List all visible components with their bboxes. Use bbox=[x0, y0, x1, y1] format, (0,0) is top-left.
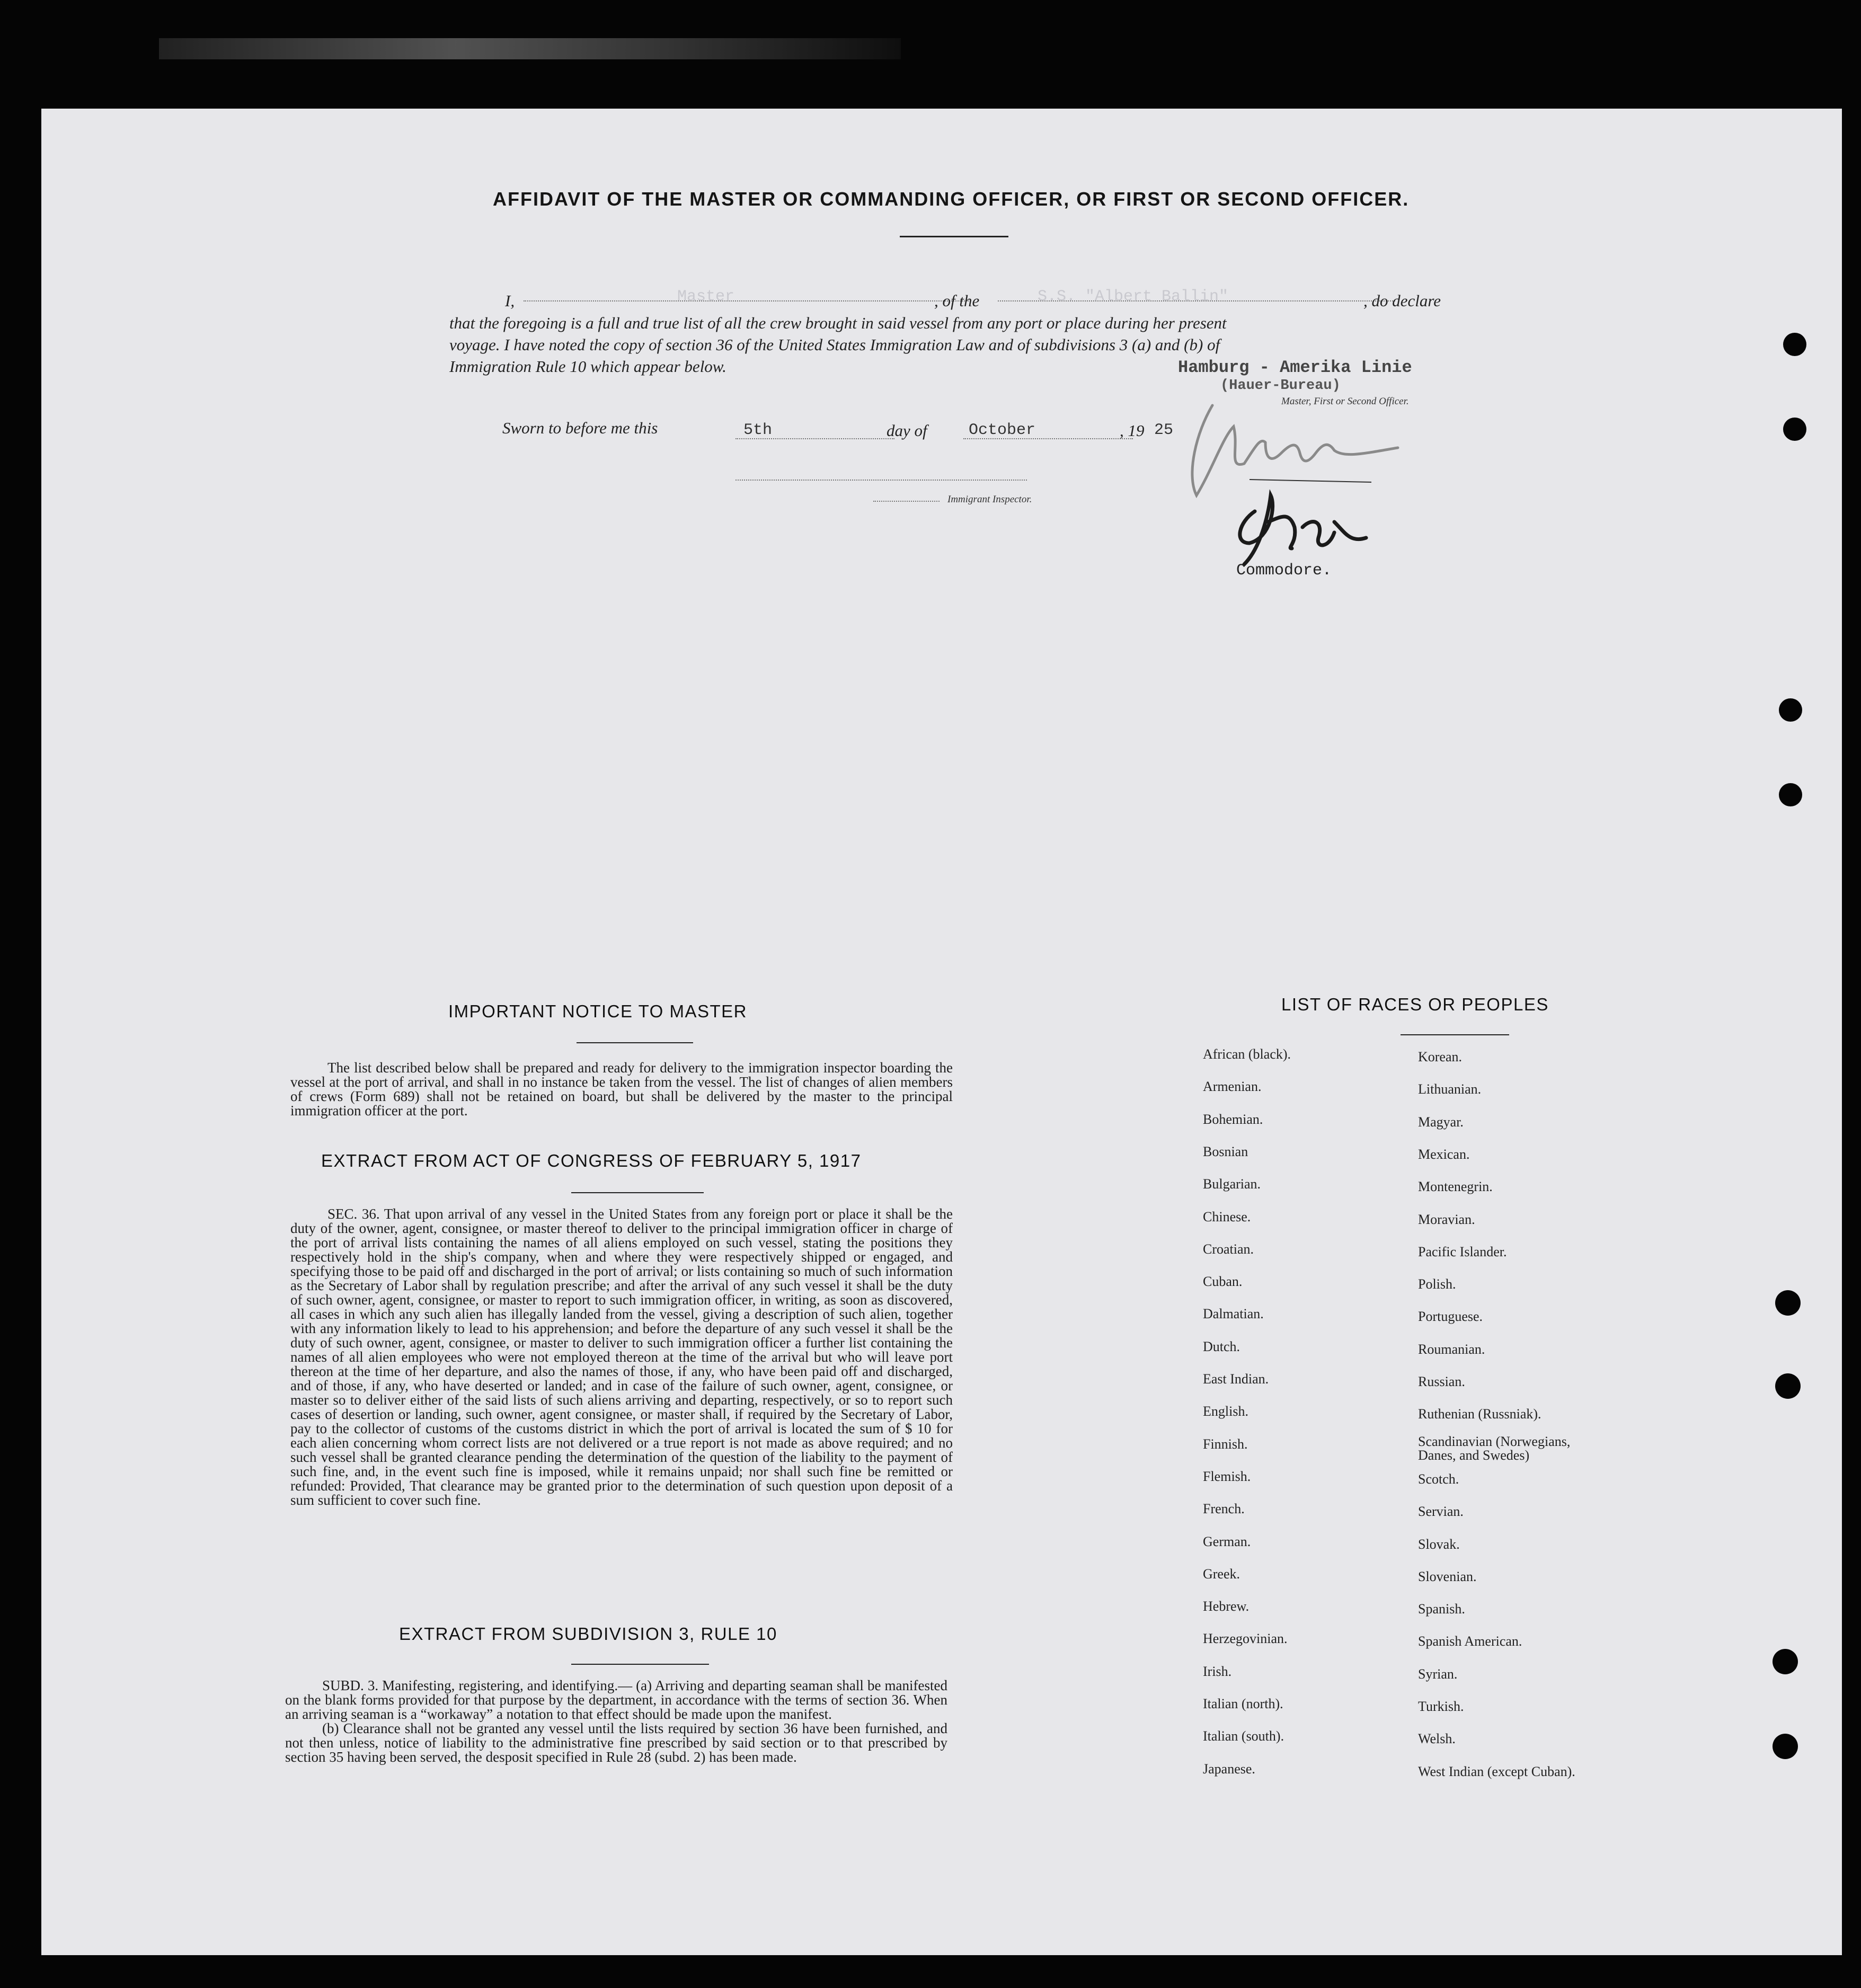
race-item: German. bbox=[1203, 1533, 1251, 1549]
race-item: Dalmatian. bbox=[1203, 1306, 1264, 1322]
month-value: October bbox=[969, 421, 1036, 439]
race-item: Armenian. bbox=[1203, 1079, 1262, 1095]
race-item: Greek. bbox=[1203, 1566, 1240, 1582]
binder-hole bbox=[1775, 1373, 1801, 1399]
race-item: Servian. bbox=[1418, 1504, 1464, 1520]
day-of-label: day of bbox=[887, 421, 927, 440]
race-item: French. bbox=[1203, 1501, 1245, 1517]
extract-act-paragraph: SEC. 36. That upon arrival of any vessel in the United States from any foreign port or place it shall be the duty of the owner, agent, consignee, or master thereof to deliver to the principal immigration officer in charge of the port of arrival lists containing the names of all aliens employed on such vessel, stating the positions they respectively hold in the ship's company, when and where they were respectively shipped or engaged, and specifying those to be paid off and discharged in the port of arrival; or lists containing so much of such information as the Secretary of Labor shall by regulation prescribe; and after the arrival of any such vessel it shall be the duty of such owner, agent, consignee, or master to report to such immigration officer, in writing, as soon as discovered, all cases in which any such alien has illegally landed from the vessel, giving a description of such alien, together with any information likely to lead to his apprehension; and before the departure of any such vessel it shall be the duty of such owner, agent, consignee, or master to deliver to such immigration officer a further list containing the names of all alien employees who were not employed thereon at the time of the arrival but who will leave port thereon at the time of her departure, and also the names of those, if any, who have been paid off and discharged, and of those, if any, who have deserted or landed; and in case of the failure of such owner, agent, consignee, or master so to deliver either of the said lists of such aliens arriving and departing, respectively, or so to report such cases of desertion or landing, such owner, agent consignee, or master shall, if required by the Secretary of Labor, pay to the collector of customs of the customs district in which the port of arrival is located the sum of $ 10 for each alien concerning whom correct lists are not delivered or a true report is not made as above required; and no such vessel shall be granted clearance pending the determination of the question of the liability to the payment of such fine, and, in the event such fine is imposed, while it remains unpaid; nor shall such fine be remitted or refunded: Provided, That clearance may be granted prior to the determination of such question upon deposit of a sum sufficient to cover such fine. bbox=[290, 1206, 953, 1508]
races-rule bbox=[1401, 1034, 1509, 1035]
extract-rule-rule bbox=[571, 1664, 709, 1665]
race-item: Mexican. bbox=[1418, 1146, 1470, 1162]
year-prefix: , 19 bbox=[1120, 421, 1145, 440]
race-item: Syrian. bbox=[1418, 1666, 1458, 1682]
of-the-label: , of the bbox=[934, 291, 980, 310]
extract-rule-body bbox=[285, 1679, 947, 1764]
race-item: Moravian. bbox=[1418, 1211, 1475, 1227]
race-item: Italian (north). bbox=[1203, 1696, 1283, 1711]
binder-hole bbox=[1773, 1734, 1798, 1759]
race-item: Japanese. bbox=[1203, 1761, 1255, 1777]
race-item: Welsh. bbox=[1418, 1731, 1456, 1747]
race-item: Finnish. bbox=[1203, 1436, 1248, 1452]
subd-a-paragraph: SUBD. 3. Manifesting, registering, and identifying.— (a) Arriving and departing seaman shall be manifested on the blank forms provided for that purpose by the department, in accordance with the terms of section 36. When an arriving seaman is a “workaway” a notation to that effect should be made upon the manifest. bbox=[285, 1678, 947, 1722]
race-item: Ruthenian (Russniak). bbox=[1418, 1406, 1541, 1422]
race-item: Flemish. bbox=[1203, 1468, 1251, 1484]
notice-title: IMPORTANT NOTICE TO MASTER bbox=[448, 1001, 748, 1021]
race-item: Herzegovinian. bbox=[1203, 1631, 1288, 1647]
notice-body bbox=[290, 1061, 953, 1118]
affidavit-line-4: Immigration Rule 10 which appear below. bbox=[449, 357, 726, 376]
signature-handwritten bbox=[1175, 389, 1472, 591]
affidavit-line-3: voyage. I have noted the copy of section 36 of the United States Immigration Law and of subdivisions 3 (a) and (b) of bbox=[449, 335, 1220, 354]
race-item: Cuban. bbox=[1203, 1274, 1243, 1290]
binder-hole bbox=[1773, 1649, 1798, 1674]
day-value: 5th bbox=[743, 421, 773, 439]
document-page bbox=[41, 109, 1842, 1955]
inspector-line-1 bbox=[735, 480, 1027, 481]
binder-hole bbox=[1779, 783, 1802, 806]
race-item: Spanish American. bbox=[1418, 1634, 1522, 1649]
film-strip-edge bbox=[159, 38, 901, 59]
binder-hole bbox=[1783, 333, 1806, 356]
notice-paragraph: The list described below shall be prepared and ready for delivery to the immigration inspector boarding the vessel at the port of arrival, and shall in no instance be taken from the vessel. The list of changes of alien members of crews (Form 689) shall not be retained on board, but shall be delivered by the master to the principal immigration officer at the port. bbox=[290, 1060, 953, 1119]
race-item: Bosnian bbox=[1203, 1143, 1248, 1159]
race-item: Magyar. bbox=[1418, 1114, 1464, 1130]
binder-hole bbox=[1779, 698, 1802, 722]
officer-label: Master, First or Second Officer. bbox=[1281, 396, 1409, 407]
title-rule bbox=[900, 236, 1008, 237]
commodore-label: Commodore. bbox=[1236, 562, 1332, 580]
race-item: Montenegrin. bbox=[1418, 1179, 1493, 1195]
races-title: LIST OF RACES OR PEOPLES bbox=[1281, 995, 1549, 1014]
race-item: Korean. bbox=[1418, 1049, 1463, 1064]
extract-act-body bbox=[290, 1207, 953, 1507]
race-item: Hebrew. bbox=[1203, 1599, 1249, 1614]
year-value: 25 bbox=[1154, 421, 1174, 439]
stamp-line-2: (Hauer-Bureau) bbox=[1220, 378, 1341, 394]
affidavit-title: AFFIDAVIT OF THE MASTER OR COMMANDING OFFICER, OR FIRST OR SECOND OFFICER. bbox=[493, 188, 1410, 210]
race-item: Polish. bbox=[1418, 1276, 1456, 1292]
subd-b-paragraph: (b) Clearance shall not be granted any vessel until the lists required by section 36 have been furnished, and not then unless, notice of liability to the administrative fine prescribed by said section or to that prescribed by section 35 having been served, the desposit specified in Rule 28 (subd. 2) has been made. bbox=[285, 1720, 947, 1765]
sworn-label: Sworn to before me this bbox=[502, 419, 658, 437]
master-typed: Master bbox=[677, 288, 735, 306]
i-label: I, bbox=[505, 291, 515, 310]
race-item: Slovak. bbox=[1418, 1536, 1460, 1552]
master-name-line bbox=[524, 300, 969, 301]
binder-hole bbox=[1783, 418, 1806, 441]
inspector-label: Immigrant Inspector. bbox=[947, 494, 1032, 505]
race-item: Spanish. bbox=[1418, 1601, 1465, 1617]
race-item: Scandinavian (Norwegians, Danes, and Swedes) bbox=[1418, 1433, 1571, 1463]
race-item: English. bbox=[1203, 1404, 1248, 1419]
race-item: East Indian. bbox=[1203, 1371, 1269, 1387]
extract-act-title: EXTRACT FROM ACT OF CONGRESS OF FEBRUARY 5, 1917 bbox=[321, 1151, 862, 1170]
race-item: Portuguese. bbox=[1418, 1309, 1483, 1325]
race-item: Italian (south). bbox=[1203, 1728, 1284, 1744]
race-item: Scotch. bbox=[1418, 1471, 1459, 1487]
race-item: Turkish. bbox=[1418, 1699, 1464, 1714]
race-item: Bulgarian. bbox=[1203, 1176, 1261, 1192]
race-item: Irish. bbox=[1203, 1663, 1232, 1679]
race-item: Russian. bbox=[1418, 1374, 1465, 1389]
affidavit-line-2: that the foregoing is a full and true list of all the crew brought in said vessel from any port or place during her present bbox=[449, 314, 1227, 332]
race-item: African (black). bbox=[1203, 1046, 1291, 1062]
race-item: Dutch. bbox=[1203, 1338, 1240, 1354]
race-item: Bohemian. bbox=[1203, 1111, 1263, 1127]
stamp-line-1: Hamburg - Amerika Linie bbox=[1178, 358, 1412, 377]
race-item: Roumanian. bbox=[1418, 1341, 1485, 1357]
binder-hole bbox=[1775, 1290, 1801, 1316]
race-item: Croatian. bbox=[1203, 1241, 1254, 1257]
inspector-line-2 bbox=[873, 501, 940, 502]
race-item: Slovenian. bbox=[1418, 1568, 1477, 1584]
extract-rule-title: EXTRACT FROM SUBDIVISION 3, RULE 10 bbox=[399, 1624, 777, 1644]
race-item: Chinese. bbox=[1203, 1209, 1251, 1224]
race-item: West Indian (except Cuban). bbox=[1418, 1763, 1575, 1779]
race-item: Lithuanian. bbox=[1418, 1081, 1482, 1097]
vessel-typed: S.S. "Albert Ballin" bbox=[1038, 288, 1229, 306]
do-declare-label: , do declare bbox=[1363, 291, 1441, 310]
race-item: Pacific Islander. bbox=[1418, 1244, 1507, 1259]
notice-rule bbox=[577, 1042, 693, 1043]
extract-act-rule bbox=[571, 1192, 704, 1193]
